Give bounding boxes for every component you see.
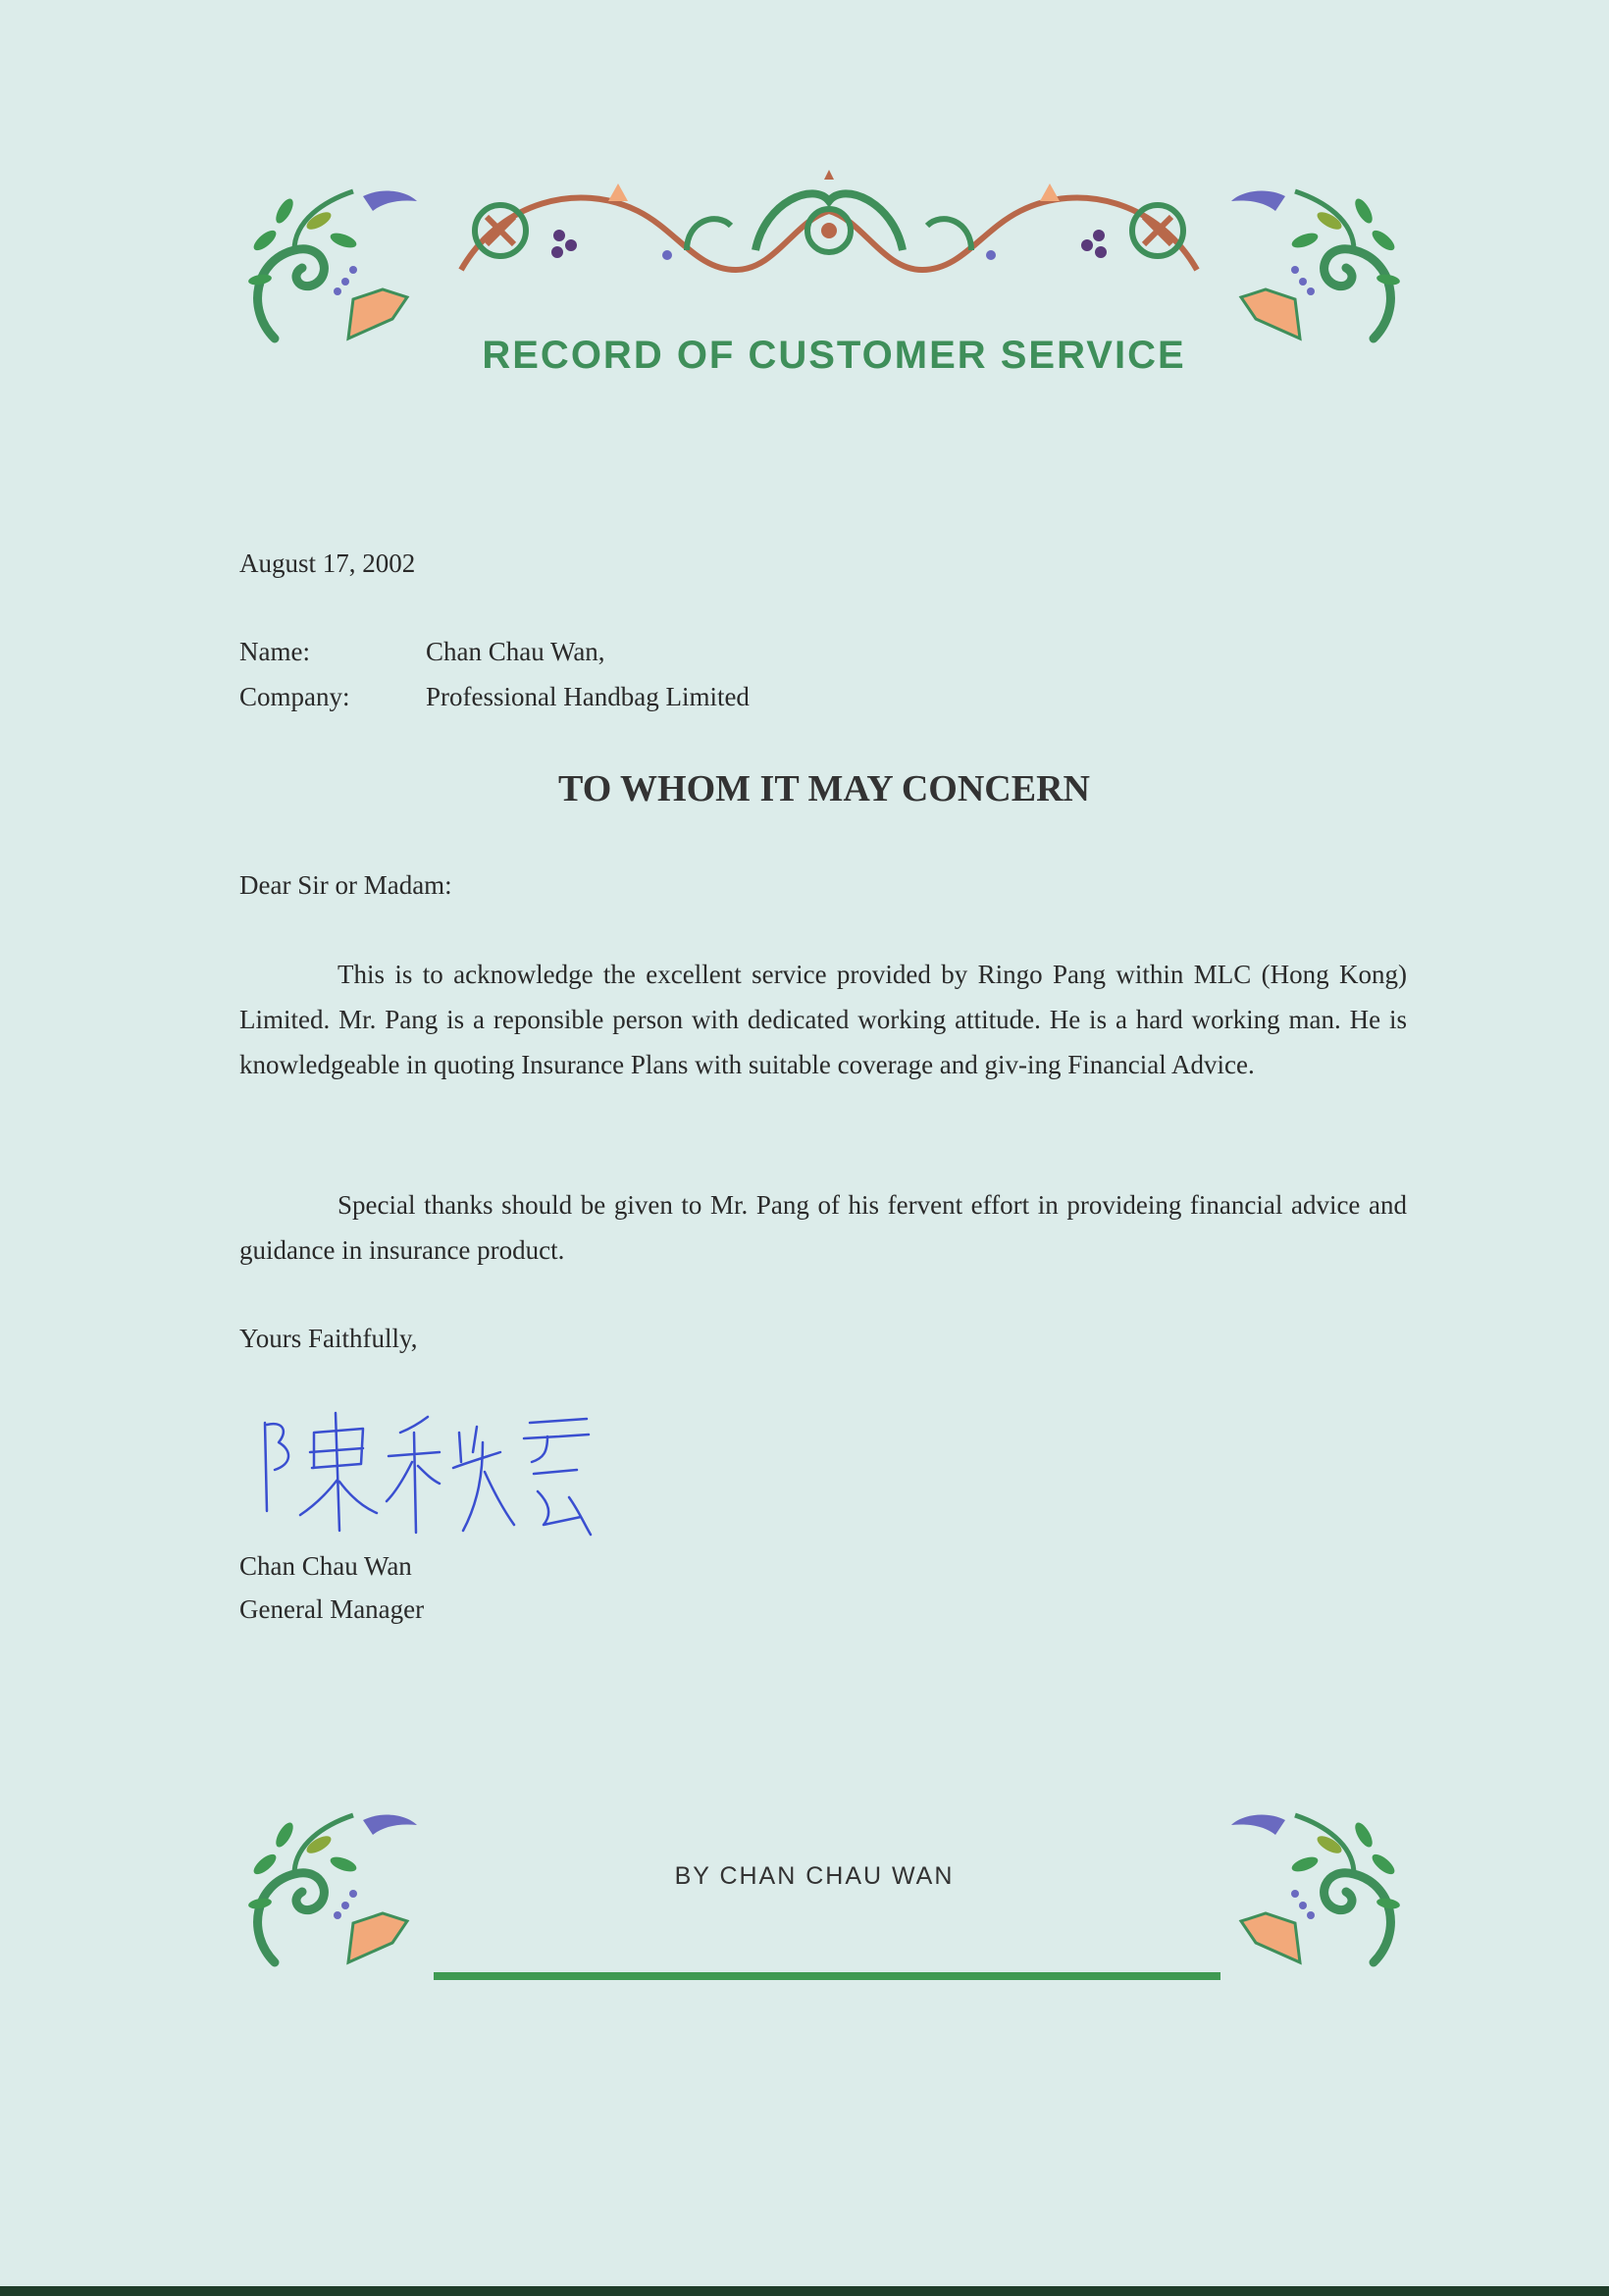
body-paragraph-1: [239, 952, 1407, 1087]
company-label: Company:: [239, 682, 350, 711]
page-bottom-edge: [0, 2286, 1609, 2296]
footer-divider: [434, 1972, 1220, 1980]
salutation: Dear Sir or Madam:: [239, 870, 452, 900]
letter-heading: TO WHOM IT MAY CONCERN: [558, 768, 1090, 809]
signer-title: General Manager: [239, 1594, 425, 1624]
body-paragraph-2: [239, 1182, 1407, 1273]
company-value: Professional Handbag Limited: [426, 682, 750, 711]
floral-corner-top-right-icon: [1217, 182, 1413, 358]
body-paragraph-2-text: Special thanks should be given to Mr. Pang of his fervent effort in provideing financial advice and guidance in insurance product.: [239, 1190, 1407, 1265]
floral-corner-bottom-left-icon: [235, 1805, 432, 1982]
footer-by-line: BY CHAN CHAU WAN: [674, 1862, 955, 1890]
floral-corner-top-left-icon: [235, 182, 432, 358]
body-paragraph-1-text: This is to acknowledge the excellent service provided by Ringo Pang within MLC (Hong Kong) Limited. Mr. Pang is a reponsible person with dedicated working attitude. He is a hard working man. He is knowledgeable in quoting Insurance Plans with suitable coverage and giv-ing Financial Advice.: [239, 960, 1407, 1079]
handwritten-signature: [253, 1403, 606, 1550]
closing: Yours Faithfully,: [239, 1324, 418, 1353]
name-label: Name:: [239, 637, 310, 666]
name-value: Chan Chau Wan,: [426, 637, 605, 666]
signer-name: Chan Chau Wan: [239, 1551, 412, 1581]
letter-date: August 17, 2002: [239, 548, 416, 578]
document-title: RECORD OF CUSTOMER SERVICE: [482, 334, 1186, 377]
floral-corner-bottom-right-icon: [1217, 1805, 1413, 1982]
floral-scroll-banner-icon: [441, 162, 1217, 299]
